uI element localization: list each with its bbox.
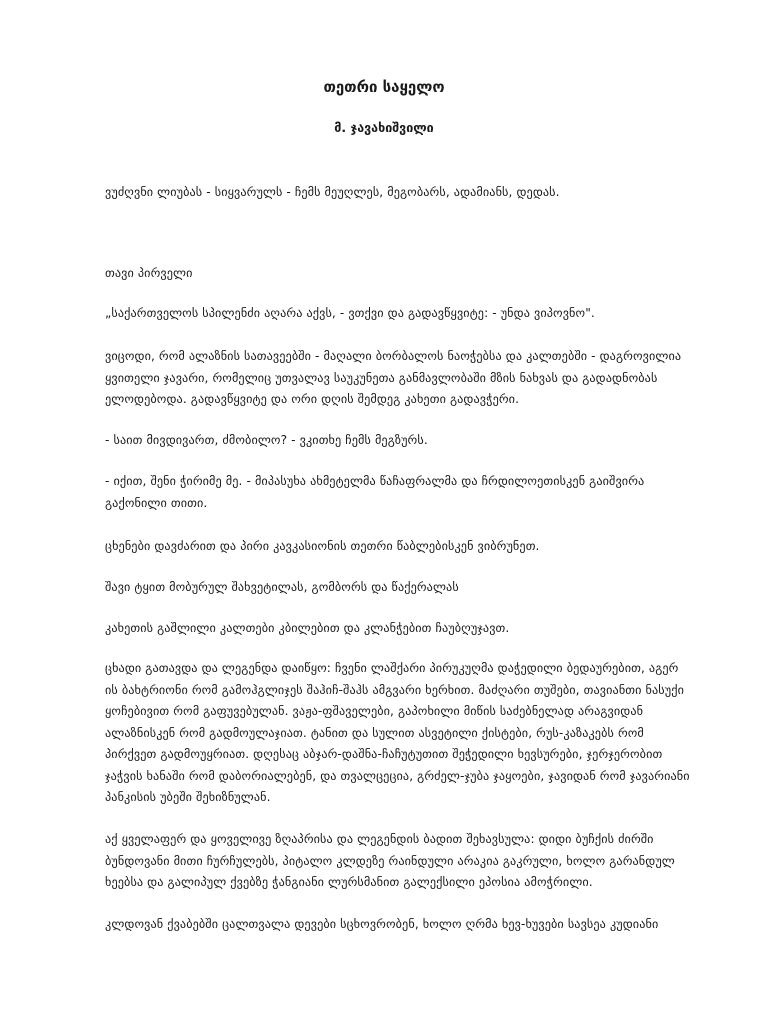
dedication: ვუძღვნი ლიუბას - სიყვარულს - ჩემს მეუღლეს, მეგობარს, ადამიანს, დედას.	[105, 185, 560, 199]
paragraph: - საით მივდივართ, ძმობილო? - ვკითხე ჩემს მეგზურს.	[105, 433, 428, 447]
paragraph: - იქით, შენი ჭირიმე მე. - მიპასუხა ახმეტელმა წაჩაფრალმა და ჩრდილოეთისკენ გაიშვირა გაქონილი თითი.	[105, 474, 645, 510]
document-author: მ. ჯავახიშვილი	[334, 120, 434, 135]
paragraph: „საქართველოს სპილენძი აღარა აქვს, - ვთქვი და გადავწყვიტე: - უნდა ვიპოვნო".	[105, 306, 595, 320]
paragraph: ცხადი გათავდა და ლეგენდა დაიწყო: ჩვენი ლაშქარი პირუკუღმა დაჭედილი ბედაურებით, აგერ ის ბახტრიონი რომ გამოჰგლიჯეს შაჰიჩ-შაჰს ამგვარი ხერხით. მაძღარი თუშები, თავიანთი ნასუქი ყოჩებივით რომ გაფუვებულან. ვაჟა-ფშაველები, გაპოხილი მიწის საძებნელად არაგვიდან ალაზნისკენ რომ გადმოულაჯიათ. ტანით და სულით ასვეტილი ქისტები, რუს-კაზაკებს რომ პირქვეთ გადმოუყრიათ. დღესაც აბჯარ-დაშნა-ჩაჩუტუთით შეჭედილი ხევსურები, ჯერჯერობით ჯაჭვის ხანაში რომ დაბორიალებენ, და თვალცეცია, გრძელ-ჯუბა ჯაყოები, ჯავიდან რომ ჯავარიანი პანკისის უბეში შეხიზნულან.	[105, 661, 690, 804]
paragraph: შავი ტყით მობურულ შახვეტილას, გომბორს და წაქერალას	[105, 580, 459, 594]
paragraph: კლდოვან ქვაბებში ცალთვალა დევები სცხოვრობენ, ხოლო ღრმა ხევ-ხუვები სავსეა კუდიანი	[105, 917, 659, 931]
paragraph: აქ ყველაფერ და ყოველივე ზღაპრისა და ლეგენდის ბადით შეხავსულა: დიდი ბუჩქის ძირში ბუნდოვანი მითი ჩურჩულებს, პიტალო კლდეზე რაინდული არაკია გაკრული, ხოლო გარანდულ ხეებსა და გალიპულ ქვებზე ჭანგიანი ლურსმანით გალექსილი ეპოსია ამოჭრილი.	[105, 832, 675, 889]
chapter-heading: თავი პირველი	[105, 266, 193, 280]
paragraph: ცხენები დავძარით და პირი კავკასიონის თეთრი წაბლებისკენ ვიბრუნეთ.	[105, 539, 540, 553]
paragraph: კახეთის გაშლილი კალთები კბილებით და კლანჭებით ჩაუბღუჯავთ.	[105, 621, 510, 635]
paragraph: ვიცოდი, რომ ალაზნის სათავეებში - მაღალი ბორბალოს ნაოჭებსა და კალთებში - დაგროვილია ყვითელი ჯავარი, რომელიც უთვალავ საუკუნეთა განმავლობაში მზის ნახვას და გადადნობას ელოდებოდა. გადავწყვიტე და ორი დღის შემდეგ კახეთი გადავჭერი.	[105, 349, 682, 406]
document-title: თეთრი საყელო	[323, 78, 445, 96]
